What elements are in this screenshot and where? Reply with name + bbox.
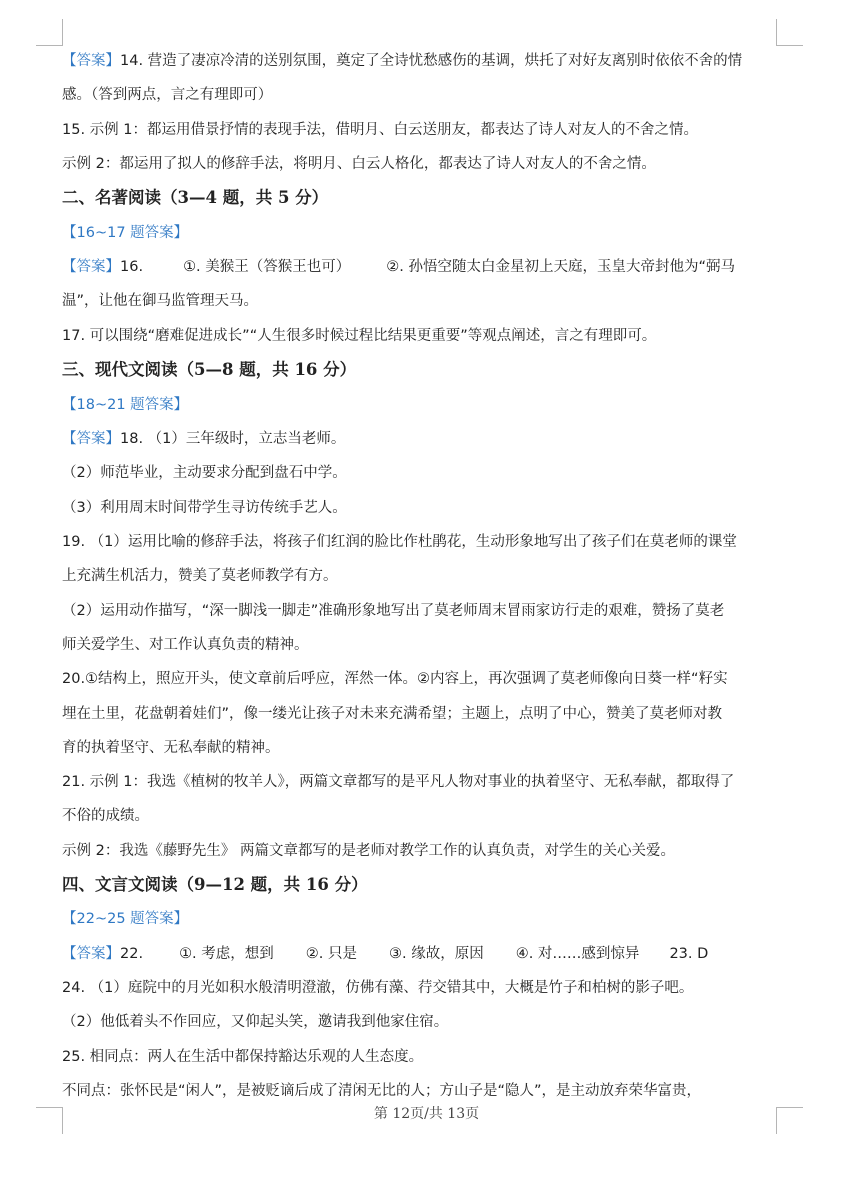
paragraph-line: （2）运用动作描写，“深一脚浅一脚走”准确形象地写出了莫老师周末冒雨家访行走的艰难，赞扬了莫老 [62,603,725,619]
paragraph-line: 17. 可以围绕“磨难促进成长”“人生很多时候过程比结果更重要”等观点阐述，言之有理即可。 [62,328,657,344]
answer-16-line [62,257,735,277]
answer-text: 18. （1）三年级时，立志当老师。 [120,431,346,447]
answer-item: ②. 孙悟空随太白金星初上天庭，玉皇大帝封他为“弼马 [386,259,736,275]
paragraph-line: （2）他低着头不作回应，又仰起头笑，邀请我到他家住宿。 [62,1014,449,1030]
paragraph-line: 示例 2：我选《藤野先生》 两篇文章都写的是老师对教学工作的认真负责，对学生的关心关爱。 [62,843,675,859]
paragraph-line: 师关爱学生、对工作认真负责的精神。 [62,637,309,653]
answer-group-tag: 【18~21 题答案】 [62,397,189,413]
paragraph-line: （2）师范毕业，主动要求分配到盘石中学。 [62,465,347,481]
page-corner-mark [776,19,803,46]
paragraph-line: 21. 示例 1：我选《植树的牧羊人》，两篇文章都写的是平凡人物对事业的执着坚守、无私奉献，都取得了 [62,774,735,790]
answer-23: 23. D [669,946,709,962]
answer-group-tag: 【22~25 题答案】 [62,911,189,927]
paragraph-line: 温”，让他在御马监管理天马。 [62,293,259,309]
answer-tag: 【答案】 [62,259,120,275]
answer-item: ①. 考虑，想到 [179,946,274,962]
answer-group-tag: 【16~17 题答案】 [62,225,189,241]
paragraph-line: 不同点：张怀民是“闲人”，是被贬谪后成了清闲无比的人；方山子是“隐人”，是主动放弃荣华富贵， [62,1083,702,1099]
page-corner-mark [36,19,63,46]
answer-item: ④. 对……感到惊异 [515,946,640,962]
question-number: 22. [120,946,144,962]
section-heading: 三、现代文阅读（5—8 题，共 16 分） [62,360,357,379]
paragraph-line: 埋在土里，花盘朝着娃们”，像一缕光让孩子对未来充满希望；主题上，点明了中心，赞美了莫老师对教 [62,706,723,722]
page-number-footer: 第 12页/共 13页 [373,1106,480,1122]
paragraph-line: 示例 2：都运用了拟人的修辞手法，将明月、白云人格化，都表达了诗人对友人的不舍之情。 [62,156,656,172]
section-heading: 二、名著阅读（3—4 题，共 5 分） [62,188,329,207]
paragraph-line: 25. 相同点：两人在生活中都保持豁达乐观的人生态度。 [62,1049,424,1065]
answer-tag: 【答案】 [62,53,120,69]
paragraph-line: 19. （1）运用比喻的修辞手法，将孩子们红润的脸比作杜鹃花，生动形象地写出了孩子们在莫老师的课堂 [62,534,737,550]
section-heading: 四、文言文阅读（9—12 题，共 16 分） [62,875,368,894]
question-number: 16. [120,259,144,275]
paragraph-line: 20.①结构上，照应开头，使文章前后呼应，浑然一体。②内容上，再次强调了莫老师像向日葵一样“籽实 [62,671,728,687]
answer-18-line [62,429,345,449]
answer-item: ①. 美猴王（答猴王也可） [183,259,351,275]
answer-item: ③. 缘故，原因 [389,946,484,962]
answer-22-line [62,944,708,964]
answer-text: 14. 营造了凄凉冷清的送别氛围，奠定了全诗忧愁感伤的基调，烘托了对好友离别时依依不舍的情 [120,53,743,69]
paragraph-line: 感。（答到两点，言之有理即可） [62,87,273,103]
paragraph-line: 不俗的成绩。 [62,808,149,824]
paragraph-line: （3）利用周末时间带学生寻访传统手艺人。 [62,500,347,516]
answer-item: ②. 只是 [305,946,357,962]
paragraph-line: 24. （1）庭院中的月光如积水般清明澄澈，仿佛有藻、荇交错其中，大概是竹子和柏树的影子吧。 [62,980,694,996]
paragraph-line: 15. 示例 1：都运用借景抒情的表现手法，借明月、白云送朋友，都表达了诗人对友人的不舍之情。 [62,122,698,138]
paragraph-line: 育的执着坚守、无私奉献的精神。 [62,740,280,756]
answer-14-line [62,51,742,71]
answer-tag: 【答案】 [62,431,120,447]
answer-tag: 【答案】 [62,946,120,962]
paragraph-line: 上充满生机活力，赞美了莫老师教学有方。 [62,568,338,584]
